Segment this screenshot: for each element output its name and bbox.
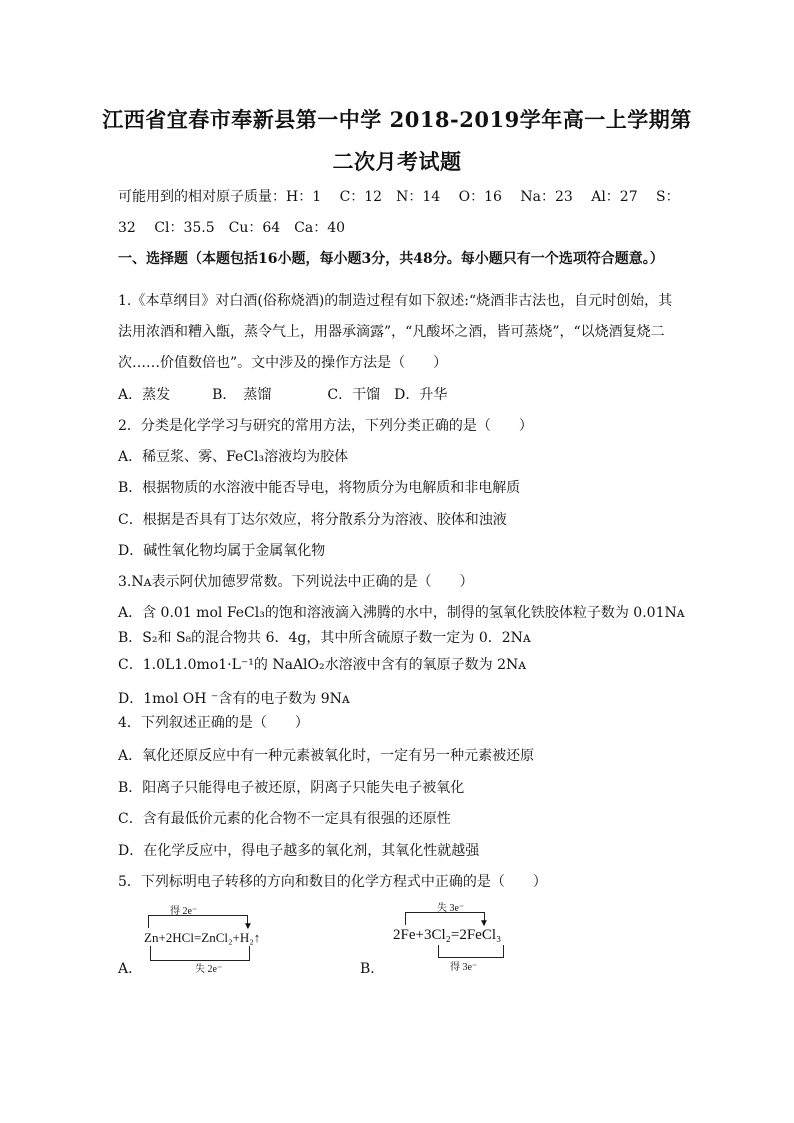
q5-a-top-arrow — [148, 915, 248, 928]
q5-a-top-arrowhead-icon: ▼ — [243, 921, 253, 932]
exam-title-line1: 江西省宜春市奉新县第一中学 2018-2019学年高一上学期第 — [102, 107, 692, 132]
q5-a-loss-label: 失 2e⁻ — [195, 964, 223, 975]
q5-b-top-arrowhead-icon: ▼ — [479, 918, 489, 929]
q3-option-d: D．1mol OH ⁻含有的电子数为 9Nᴀ — [118, 691, 350, 707]
section-heading: 一、选择题（本题包括16小题，每小题3分，共48分。每小题只有一个选项符合题意。） — [118, 251, 664, 267]
q5-a-equation: Zn+2HCl=ZnCl₂+H₂↑ — [144, 930, 261, 945]
q2-option-c: C．根据是否具有丁达尔效应，将分散系分为溶液、胶体和浊液 — [118, 512, 507, 528]
q4-option-c: C．含有最低价元素的化合物不一定具有很强的还原性 — [118, 811, 451, 827]
q2-option-a: A．稀豆浆、雾、FeCl₃溶液均为胶体 — [118, 449, 349, 465]
atomic-mass-line2: 32 Cl：35.5 Cu：64 Ca：40 — [118, 220, 346, 236]
q5-b-bottom-arrow — [438, 945, 504, 958]
q5-b-equation: 2Fe+3Cl₂=2FeCl₃ — [393, 927, 502, 943]
q4-option-a: A．氧化还原反应中有一种元素被氧化时，一定有另一种元素被还原 — [118, 748, 535, 764]
q2-option-b: B．根据物质的水溶液中能否导电，将物质分为电解质和非电解质 — [118, 480, 521, 496]
q5-b-loss-label: 失 3e⁻ — [437, 903, 465, 914]
atomic-mass-line1: 可能用到的相对原子质量：H：1 C：12 N：14 O：16 Na：23 Al：27 S： — [118, 189, 680, 205]
q3-stem: 3.Nᴀ表示阿伏加德罗常数。下列说法中正确的是（ ） — [118, 574, 474, 590]
q4-option-b: B．阳离子只能得电子被还原，阴离子只能失电子被氧化 — [118, 780, 465, 796]
q4-stem: 4．下列叙述正确的是（ ） — [118, 715, 309, 731]
q3-option-b: B．S₂和 S₈的混合物共 6．4g，其中所含硫原子数一定为 0．2Nᴀ — [118, 630, 531, 646]
q1-options: A．蒸发 B． 蒸馏 C．干馏 D．升华 — [118, 387, 448, 403]
q2-option-d: D．碱性氧化物均属于金属氧化物 — [118, 543, 326, 559]
q1-line2: 法用浓酒和糟入甑，蒸令气上，用器承滴露”，“凡酸坏之酒，皆可蒸烧”，“以烧酒复烧二 — [118, 324, 665, 340]
q5-a-bottom-arrow — [150, 946, 250, 961]
q5-b-top-arrow — [405, 912, 485, 925]
q1-line1: 1.《本草纲目》对白酒(俗称烧酒)的制造过程有如下叙述:“烧酒非古法也，自元时创始，其 — [118, 293, 673, 309]
q1-line3: 次……价值数倍也”。文中涉及的操作方法是（ ） — [118, 355, 448, 371]
q5-b-gain-label: 得 3e⁻ — [450, 962, 478, 973]
q2-stem: 2．分类是化学学习与研究的常用方法，下列分类正确的是（ ） — [118, 418, 533, 434]
q3-option-a: A．含 0.01 mol FeCl₃的饱和溶液滴入沸腾的水中，制得的氢氧化铁胶体粒子数为 0.01Nᴀ — [118, 605, 685, 621]
q5-a-label: A． — [118, 961, 143, 977]
q4-option-d: D．在化学反应中，得电子越多的氧化剂，其氧化性就越强 — [118, 843, 480, 859]
q5-a-gain-label: 得 2e⁻ — [170, 906, 198, 917]
q5-stem: 5．下列标明电子转移的方向和数目的化学方程式中正确的是（ ） — [118, 874, 547, 890]
exam-title-line2: 二次月考试题 — [332, 149, 462, 174]
q5-b-label: B． — [360, 961, 385, 977]
q3-option-c: C．1.0L1.0mo1·L⁻¹的 NaAlO₂水溶液中含有的氧原子数为 2Nᴀ — [118, 657, 527, 673]
